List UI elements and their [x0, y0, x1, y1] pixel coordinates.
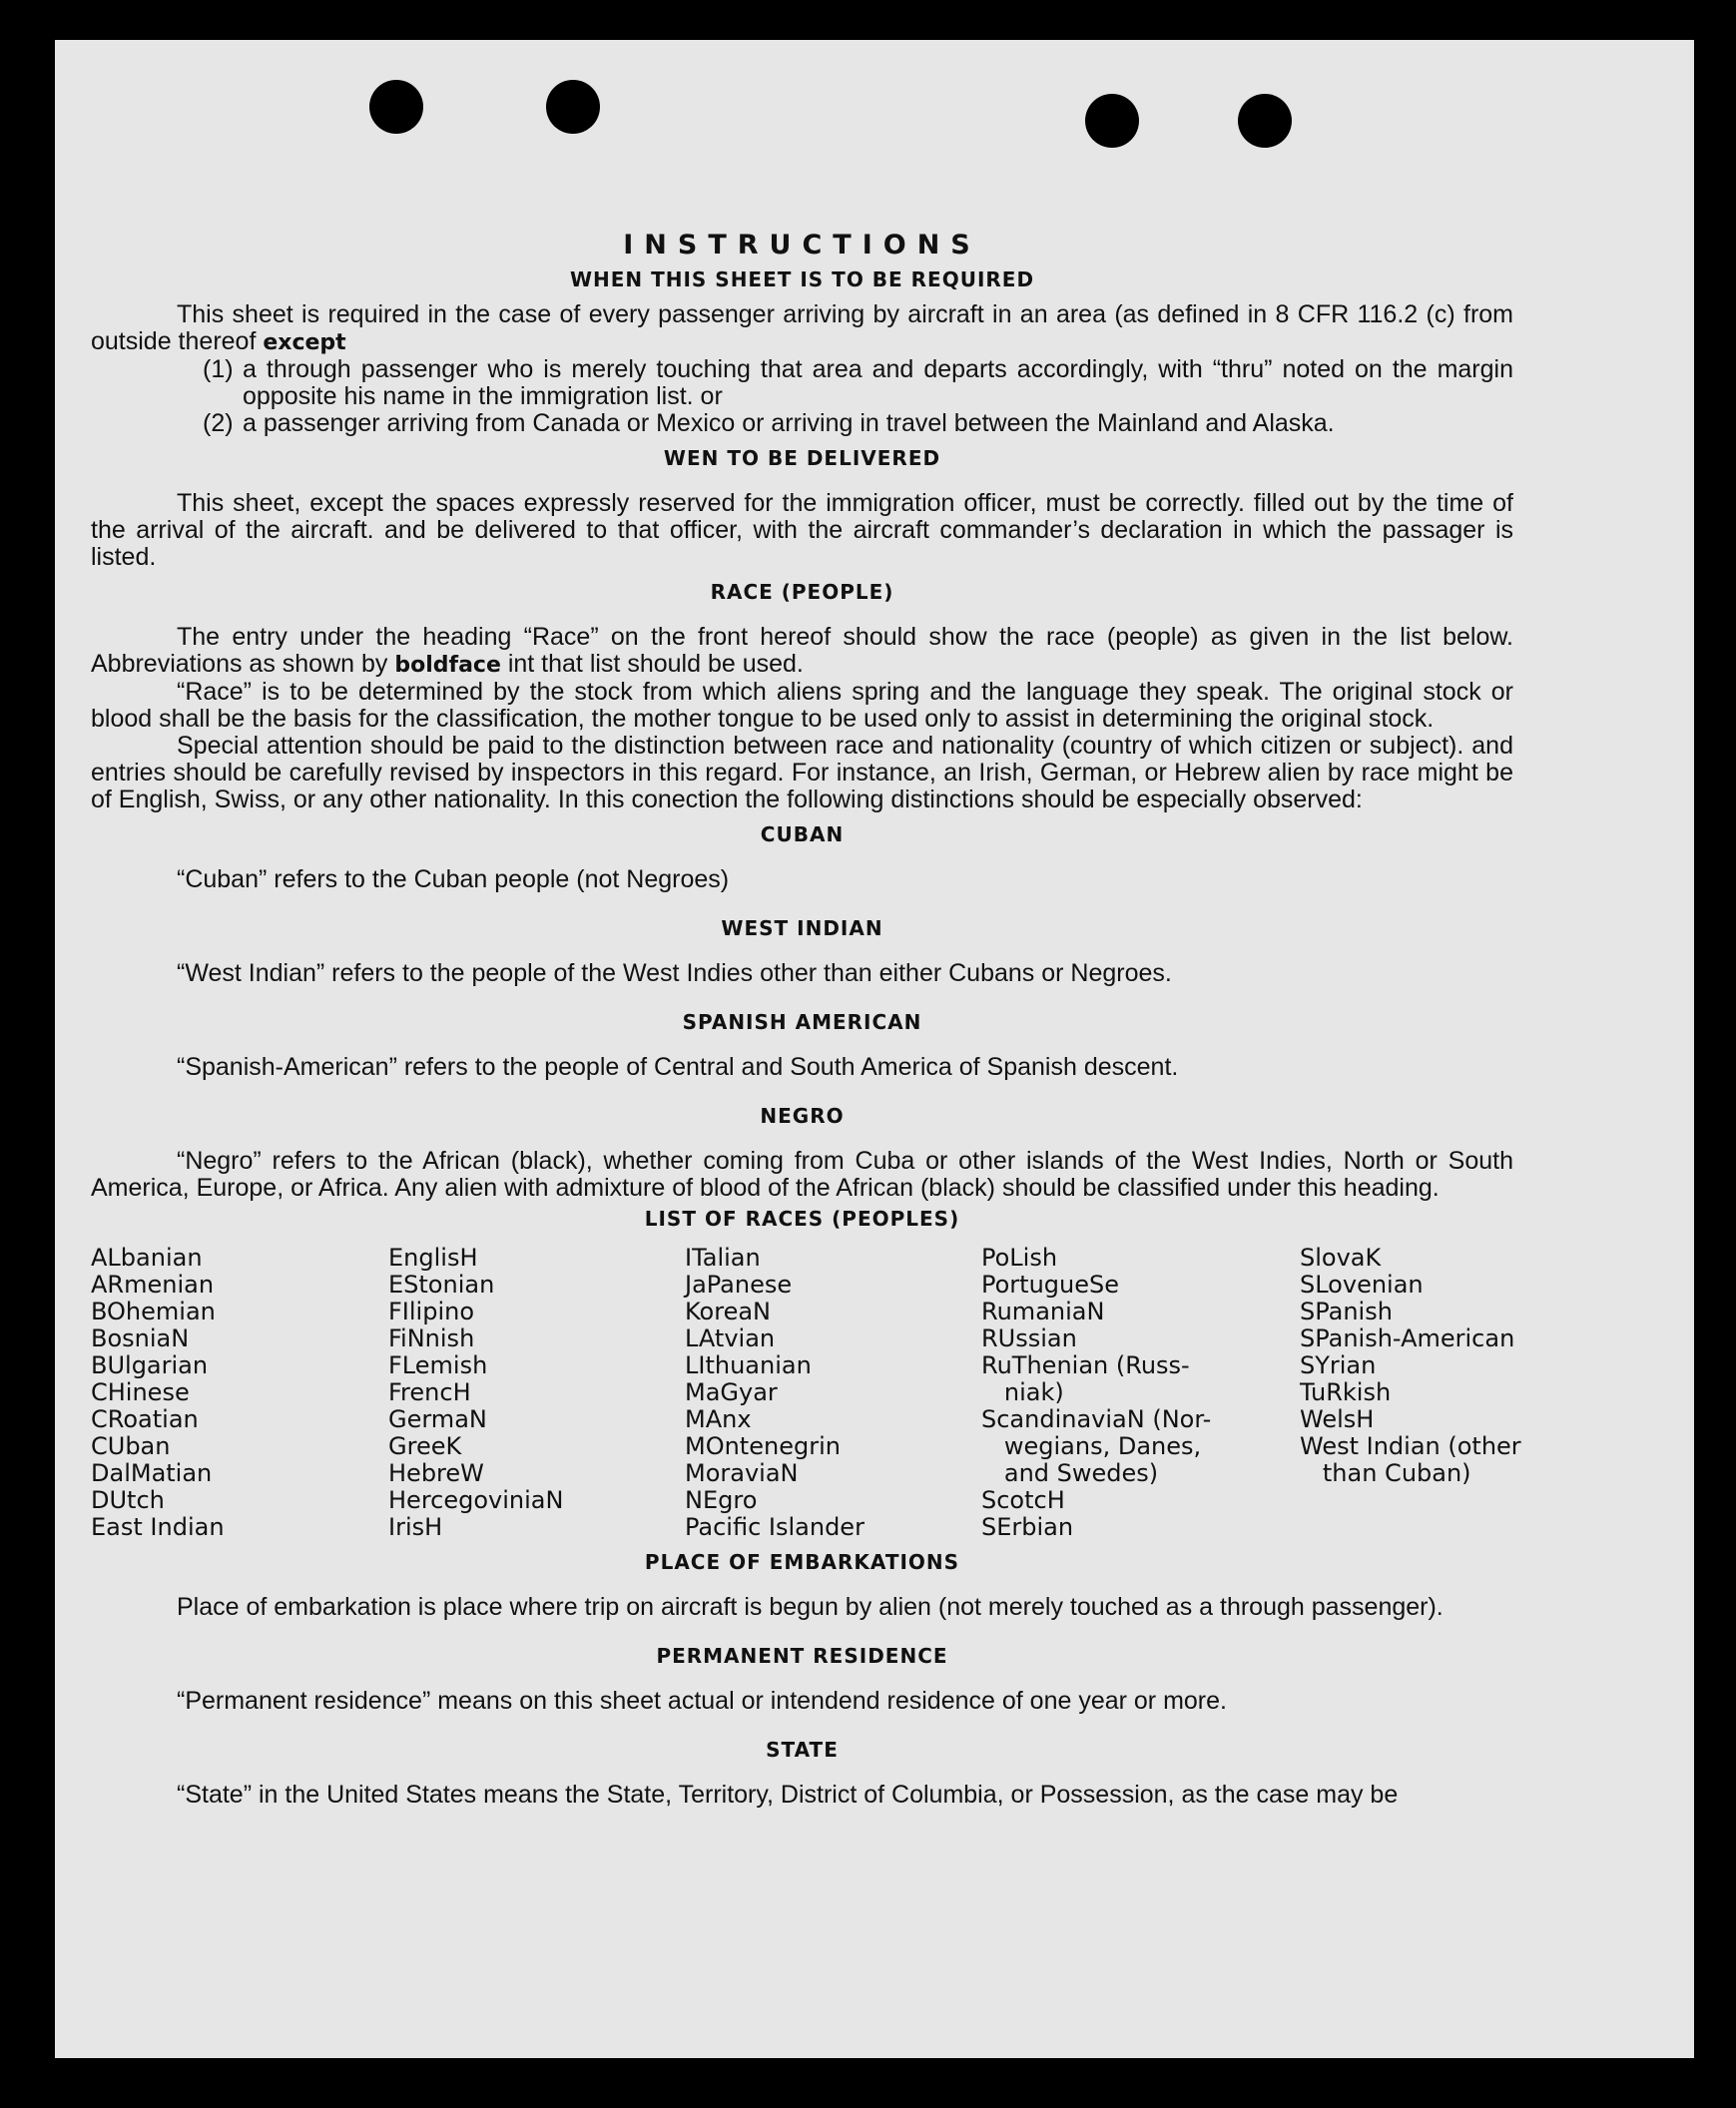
paragraph-cuban: “Cuban” refers to the Cuban people (not Negroes)	[177, 865, 730, 893]
heading-state: STATE	[766, 1738, 839, 1762]
race-list-item: GermaN	[388, 1405, 487, 1433]
race-list-item: and Swedes)	[981, 1459, 1159, 1487]
race-list-item: HercegoviniaN	[388, 1486, 564, 1514]
race-list-item: ALbanian	[91, 1244, 203, 1272]
races-column	[1300, 1245, 1539, 1541]
race-list-item: LAtvian	[685, 1324, 776, 1352]
paragraph-delivered: This sheet, except the spaces expressly reserved for the immigration officer, must be correctly. filled out by the time of the arrival of the aircraft. and be delivered to that officer, with the aircraft commander’s declaration in which the passager is listed.	[91, 489, 1513, 571]
race-list-item: LIthuanian	[685, 1351, 812, 1379]
race-list-item: GreeK	[388, 1432, 462, 1460]
paragraph-embarkation: Place of embarkation is place where trip on aircraft is begun by alien (not merely touched as a through passenger).	[177, 1593, 1444, 1621]
punch-hole	[369, 80, 423, 134]
race-list-item: SlovaK	[1300, 1244, 1382, 1272]
race-list-item: MaGyar	[685, 1378, 778, 1406]
heading-embarkation: PLACE OF EMBARKATIONS	[644, 1550, 960, 1574]
races-column	[91, 1245, 388, 1541]
race-list-item: JaPanese	[685, 1271, 793, 1299]
race-list-item: West Indian (other	[1300, 1432, 1521, 1460]
race-list-item: CHinese	[91, 1378, 190, 1406]
race-list-item: BosniaN	[91, 1324, 190, 1352]
boldface-text: boldface	[394, 653, 501, 678]
races-column	[685, 1245, 981, 1541]
race-list-item: NEgro	[685, 1486, 758, 1514]
heading-when-required: WHEN THIS SHEET IS TO BE REQUIRED	[569, 267, 1035, 291]
instructions-content	[91, 230, 1521, 1809]
heading-west-indian: WEST INDIAN	[721, 916, 883, 940]
exception-list	[203, 356, 1513, 437]
race-list-item: niak)	[981, 1378, 1064, 1406]
race-list-item: EnglisH	[388, 1244, 478, 1272]
heading-race: RACE (PEOPLE)	[710, 580, 894, 604]
race-list-item: RUssian	[981, 1324, 1077, 1352]
race-list-item: ScandinaviaN (Nor-	[981, 1405, 1212, 1433]
intro-text: This sheet is required in the case of every passenger arriving by aircraft in an area (as defined in 8 CFR 116.2 (c) from outside thereof	[91, 300, 1513, 355]
race-list-item: MOntenegrin	[685, 1432, 841, 1460]
paragraph-west-indian: “West Indian” refers to the people of the West Indies other than either Cubans or Negroes.	[177, 959, 1172, 987]
item-text: a passenger arriving from Canada or Mexico or arriving in travel between the Mainland and Alaska.	[243, 409, 1335, 437]
race-list-item: SErbian	[981, 1513, 1074, 1541]
race-list-item: EStonian	[388, 1271, 495, 1299]
race-text-b: int that list should be used.	[507, 650, 804, 678]
except-bold-text: except	[263, 330, 346, 355]
race-list-item: WelsH	[1300, 1405, 1375, 1433]
race-list-item: DalMatian	[91, 1459, 213, 1487]
heading-spanish-american: SPANISH AMERICAN	[682, 1010, 922, 1034]
race-list-item: RuThenian (Russ-	[981, 1351, 1190, 1379]
race-list-item: TuRkish	[1300, 1378, 1392, 1406]
paragraph-race-1	[91, 624, 1513, 679]
race-list-item: BOhemian	[91, 1298, 216, 1325]
race-list-item: ITalian	[685, 1244, 761, 1272]
race-list-item: ScotcH	[981, 1486, 1065, 1514]
races-column	[388, 1245, 685, 1541]
item-text: a through passenger who is merely touching that area and departs accordingly, with “thru” noted on the margin opposite his name in the immigration list. or	[243, 355, 1513, 410]
race-list-item: DUtch	[91, 1486, 165, 1514]
race-list-item: HebreW	[388, 1459, 484, 1487]
race-list-item: ARmenian	[91, 1271, 215, 1299]
races-column	[981, 1245, 1300, 1541]
punch-hole	[546, 80, 600, 134]
punch-hole	[1238, 94, 1292, 148]
punch-hole	[1085, 94, 1139, 148]
race-list-item: SPanish-American	[1300, 1324, 1515, 1352]
race-list-item: FLemish	[388, 1351, 488, 1379]
paragraph-race-2: “Race” is to be determined by the stock from which aliens spring and the language they speak. The original stock or blood shall be the basis for the classification, the mother tongue to be used only to assist in determining the original stock.	[91, 678, 1513, 733]
race-list-item: SYrian	[1300, 1351, 1377, 1379]
race-list-item: FiNnish	[388, 1324, 475, 1352]
race-list-item: CRoatian	[91, 1405, 199, 1433]
race-list-item: PortugueSe	[981, 1271, 1119, 1299]
race-list-item: East Indian	[91, 1513, 225, 1541]
item-number: (1)	[203, 355, 234, 383]
race-list-item: Pacific Islander	[685, 1513, 865, 1541]
race-list-item: wegians, Danes,	[981, 1432, 1202, 1460]
race-list-item: IrisH	[388, 1513, 443, 1541]
paragraph-state: “State” in the United States means the State, Territory, District of Columbia, or Possession, as the case may be	[177, 1781, 1399, 1809]
paragraph-race-3: Special attention should be paid to the distinction between race and nationality (country of which citizen or subject). and entries should be carefully revised by inspectors in this regard. For instance, an Irish, German, or Hebrew alien by race might be of English, Swiss, or any other nationality. In this conection the following distinctions should be especially observed:	[91, 732, 1513, 813]
race-text-a: The entry under the heading “Race” on the front hereof should show the race (people) as given in the list below. Abbreviations as shown by	[91, 623, 1513, 678]
page-title: INSTRUCTIONS	[623, 230, 981, 261]
paragraph-negro: “Negro” refers to the African (black), whether coming from Cuba or other islands of the West Indies, North or South America, Europe, or Africa. Any alien with admixture of blood of the African (black) should be classified under this heading.	[91, 1147, 1513, 1202]
heading-cuban: CUBAN	[760, 822, 845, 846]
race-list-item: than Cuban)	[1300, 1459, 1471, 1487]
document-sheet	[55, 40, 1694, 2058]
heading-list-of-races: LIST OF RACES (PEOPLES)	[644, 1207, 960, 1231]
paragraph-residence: “Permanent residence” means on this sheet actual or intendend residence of one year or more.	[177, 1687, 1227, 1715]
heading-negro: NEGRO	[760, 1104, 845, 1128]
paragraph-required-intro	[91, 301, 1513, 356]
list-item	[203, 356, 1513, 410]
race-list-item: KoreaN	[685, 1298, 771, 1325]
race-list-item: CUban	[91, 1432, 171, 1460]
heading-when-delivered: WEN TO BE DELIVERED	[663, 446, 941, 470]
race-list-item: FIlipino	[388, 1298, 475, 1325]
paragraph-spanish-american: “Spanish-American” refers to the people of Central and South America of Spanish descent.	[177, 1053, 1179, 1081]
race-list-item: RumaniaN	[981, 1298, 1105, 1325]
race-list-item: MAnx	[685, 1405, 752, 1433]
race-list-item: MoraviaN	[685, 1459, 799, 1487]
list-item	[203, 410, 1513, 437]
heading-permanent-residence: PERMANENT RESIDENCE	[656, 1644, 948, 1668]
races-list	[91, 1244, 1521, 1541]
race-list-item: FrencH	[388, 1378, 471, 1406]
race-list-item: SPanish	[1300, 1298, 1393, 1325]
item-number: (2)	[203, 409, 234, 437]
race-list-item: PoLish	[981, 1244, 1058, 1272]
race-list-item: SLovenian	[1300, 1271, 1424, 1299]
race-list-item: BUlgarian	[91, 1351, 209, 1379]
